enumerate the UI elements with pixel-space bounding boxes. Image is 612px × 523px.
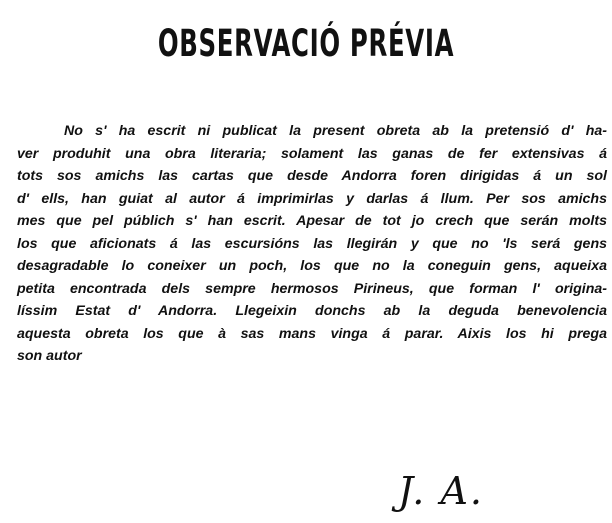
paragraph-line-4: d' ells, han guiat al autor á imprimirlas y darlas á llum. Per sos amichs bbox=[17, 190, 607, 207]
paragraph-line-10: aquesta obreta los que à sas mans vinga á parar. Aixis los hi prega bbox=[17, 325, 607, 342]
paragraph-line-5: mes que pel públich s' han escrit. Apesar de tot jo crech que serán molts bbox=[17, 213, 607, 229]
paragraph-line-9: líssim Estat d' Andorra. Llegeixin donchs ab la deguda benevolencia bbox=[17, 303, 607, 319]
author-signature: J. A. bbox=[398, 469, 484, 513]
paragraph-line-3: tots sos amichs las cartas que desde Andorra foren dirigidas á un sol bbox=[17, 168, 607, 184]
paragraph-line-2: ver produhit una obra literaria; solament las ganas de fer extensivas á bbox=[17, 145, 607, 162]
page-title: OBSERVACIÓ PRÉVIA bbox=[157, 22, 455, 65]
paragraph-line-11: son autor bbox=[17, 348, 82, 364]
preface-paragraph bbox=[17, 120, 607, 368]
paragraph-line-8: petita encontrada dels sempre hermosos Pirineus, que forman l' origina- bbox=[17, 280, 607, 297]
paragraph-line-7: desagradable lo coneixer un poch, los que no la coneguin gens, aqueixa bbox=[17, 258, 607, 274]
paragraph-line-6: los que aficionats á las escursións las llegirán y que no 'ls será gens bbox=[17, 235, 607, 252]
paragraph-line-1: No s' ha escrit ni publicat la present obreta ab la pretensió d' ha- bbox=[64, 123, 607, 139]
